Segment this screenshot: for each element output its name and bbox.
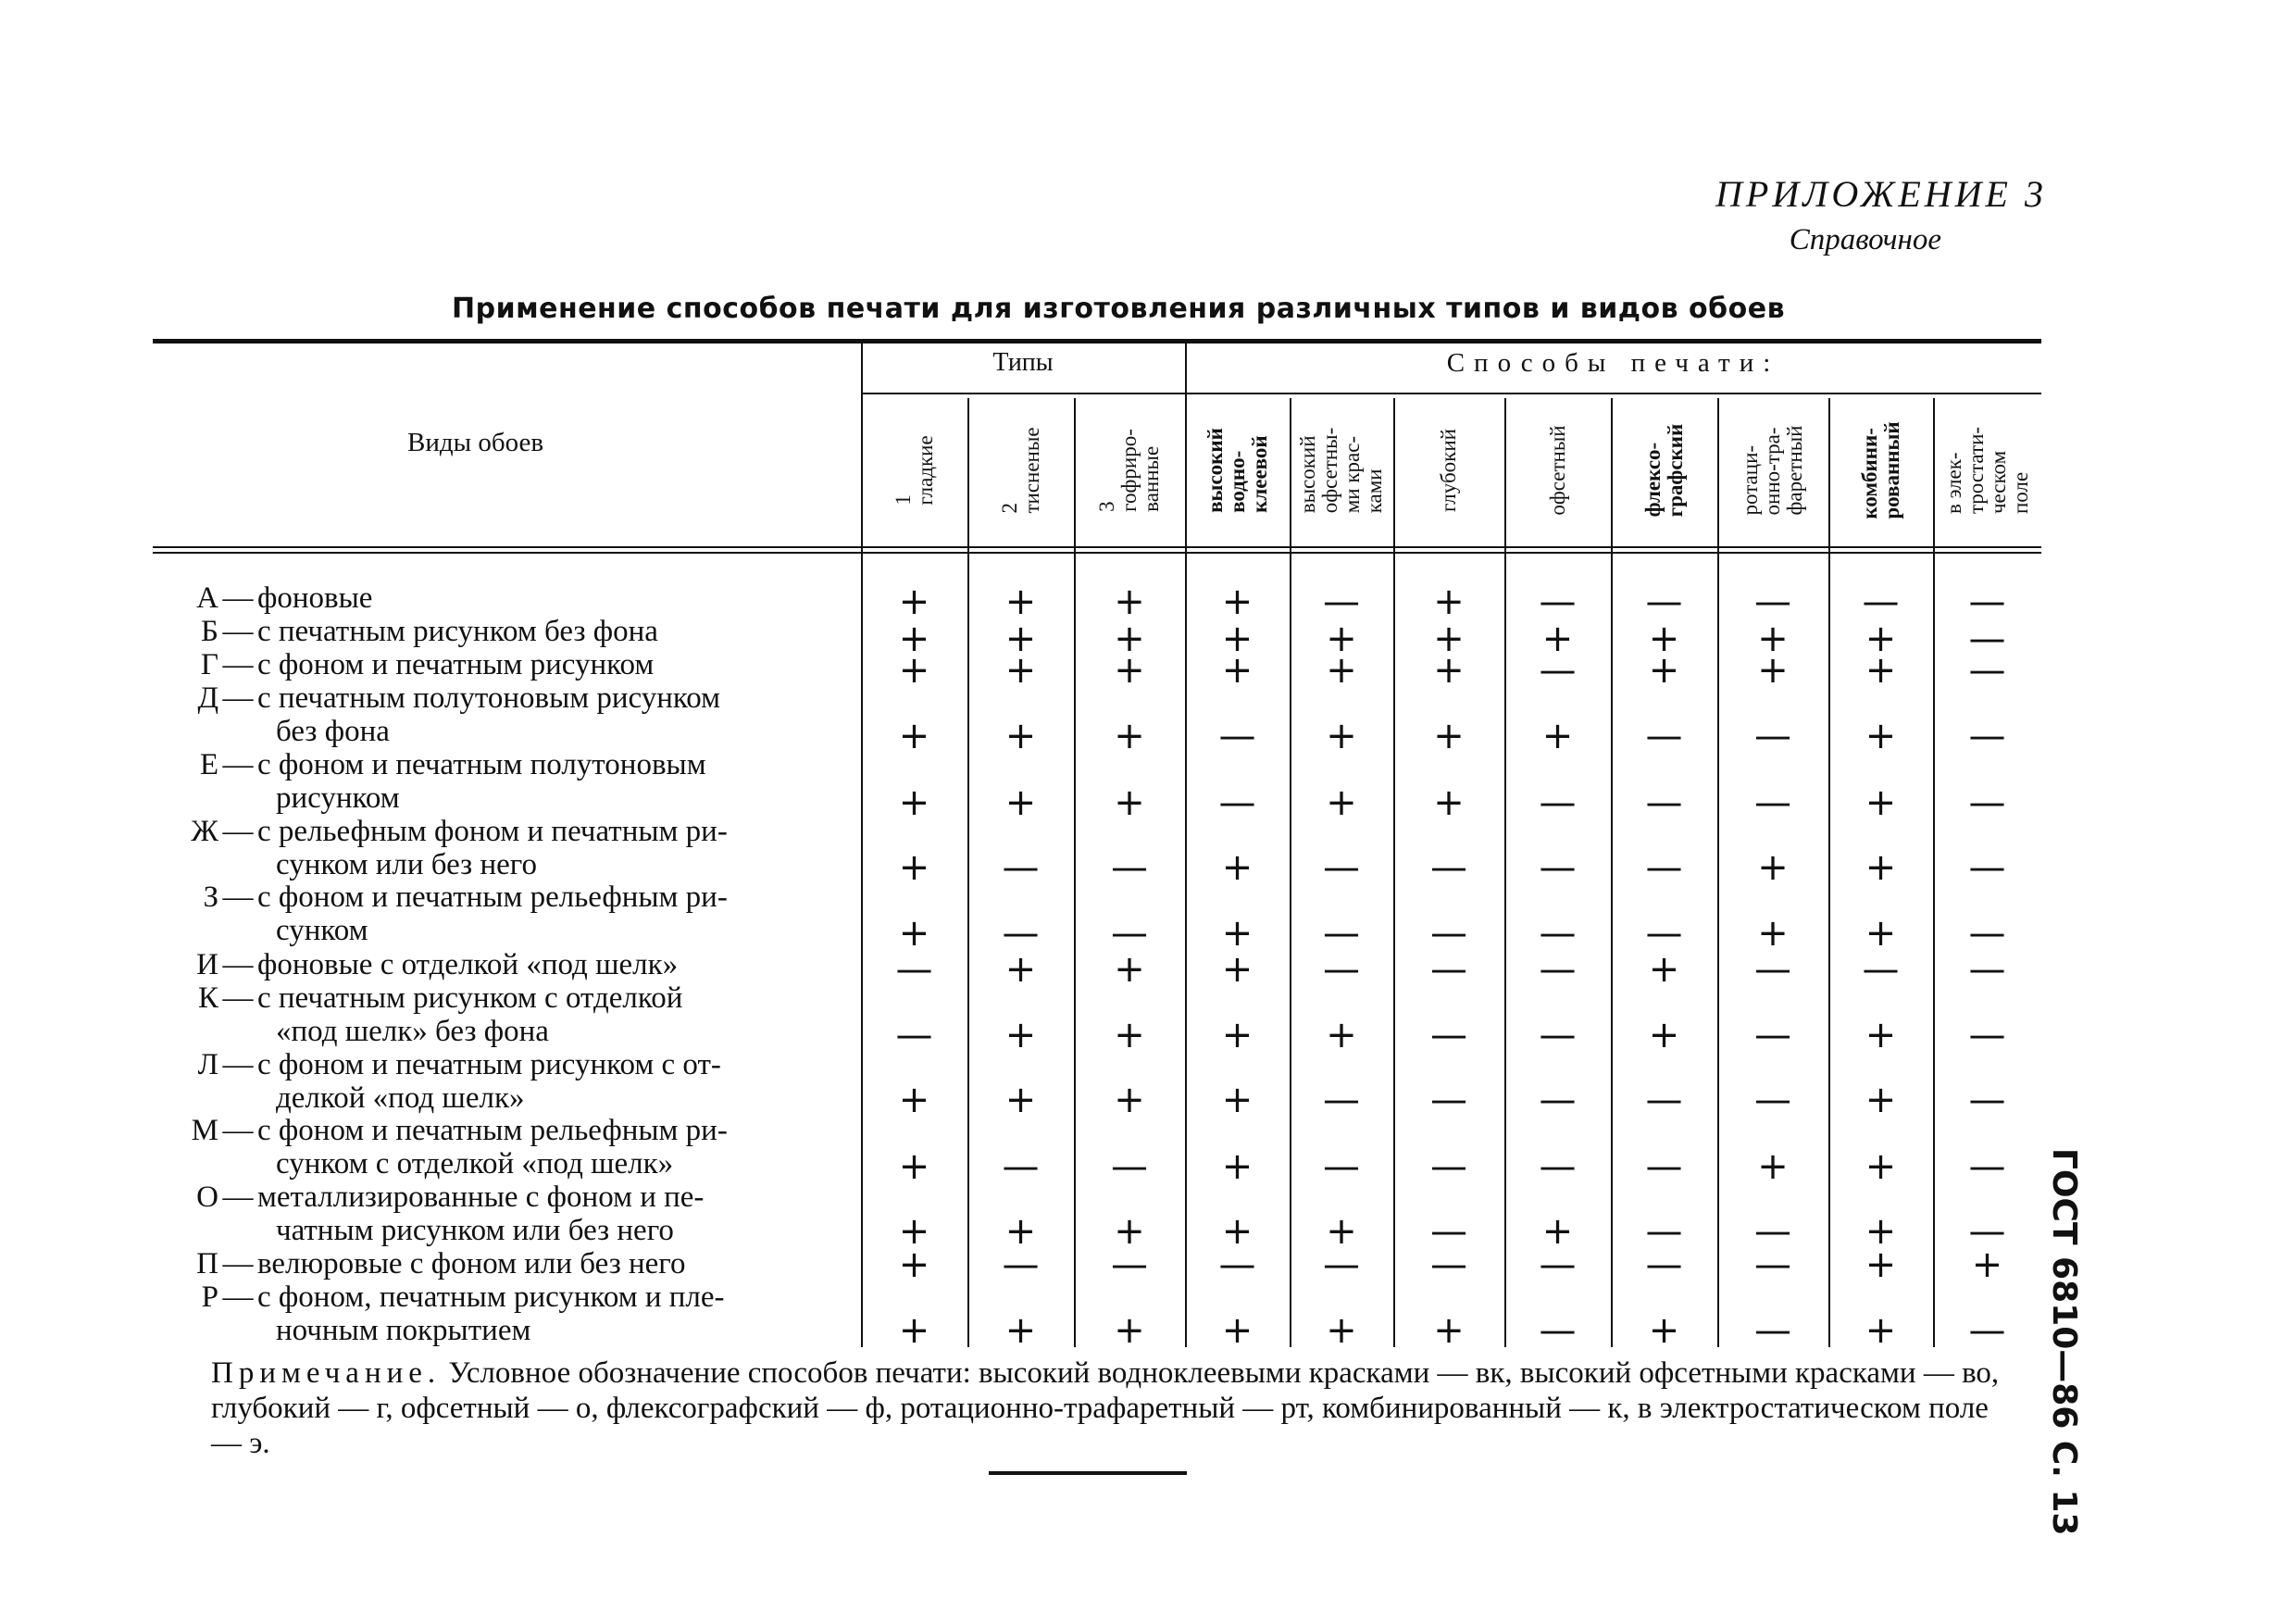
row-letter: А (196, 581, 218, 615)
mark-dash: — (1539, 649, 1577, 692)
mark-plus: + (1004, 1014, 1037, 1056)
mark-plus: + (1865, 1145, 1897, 1188)
mark-plus: + (1326, 618, 1357, 660)
mark-dash: — (1754, 1243, 1791, 1286)
mark-plus: + (1541, 1210, 1574, 1253)
mark-dash: — (1968, 1079, 2006, 1121)
mark-plus: + (1433, 715, 1465, 757)
mark-dash: — (1002, 1243, 1040, 1286)
mark-dash: — (1539, 1243, 1577, 1286)
row-text-continued: без фона (276, 715, 390, 748)
mark-dash: — (1968, 649, 2006, 692)
mark-dash: — (1002, 846, 1040, 889)
row-label (167, 881, 842, 947)
mark-plus: + (1114, 649, 1145, 692)
mark-dash: — (1323, 581, 1360, 623)
mark-plus: + (1004, 618, 1037, 660)
column-header-text: 2 тисненые (997, 427, 1043, 514)
mark-dash: — (1430, 1210, 1467, 1253)
row-dash: — (222, 1280, 254, 1314)
mark-dash: — (1539, 912, 1577, 955)
row-text: металлизированные с фоном и пе- (257, 1181, 705, 1214)
mark-plus: + (1865, 912, 1897, 955)
mark-plus: + (1433, 581, 1465, 623)
mark-plus: + (1865, 1014, 1897, 1056)
mark-plus: + (1114, 1309, 1145, 1352)
mark-plus: + (898, 618, 930, 660)
mark-dash: — (1645, 1145, 1683, 1188)
mark-plus: + (1648, 948, 1680, 991)
mark-plus: + (898, 781, 930, 824)
mark-plus: + (1865, 715, 1897, 757)
mark-dash: — (1430, 1014, 1467, 1056)
row-text-continued: сунком с отделкой «под шелк» (276, 1147, 674, 1181)
row-label (167, 748, 842, 815)
mark-plus: + (1114, 618, 1145, 660)
table-note (211, 1355, 2026, 1461)
mark-dash: — (1218, 781, 1256, 824)
mark-dash: — (1323, 1145, 1360, 1188)
mark-plus: + (1114, 948, 1145, 991)
mark-dash: — (1002, 912, 1040, 955)
column-header (967, 398, 1074, 543)
mark-plus: + (1648, 1014, 1680, 1056)
row-text: велюровые с фоном или без него (257, 1247, 686, 1280)
header-kinds: Виды обоев (407, 428, 544, 457)
row-dash: — (222, 581, 254, 615)
mark-dash: — (1111, 912, 1148, 955)
mark-plus: + (1757, 618, 1789, 660)
mark-plus: + (1648, 1309, 1680, 1352)
mark-dash: — (1218, 1243, 1256, 1286)
row-label (167, 981, 842, 1048)
mark-plus: + (1004, 715, 1037, 757)
column-header (1290, 398, 1393, 543)
mark-plus: + (1541, 618, 1574, 660)
row-dash: — (222, 615, 254, 648)
mark-dash: — (1645, 1243, 1683, 1286)
row-letter: З (203, 881, 218, 914)
mark-dash: — (1968, 912, 2006, 955)
row-text: фоновые (257, 581, 373, 615)
mark-dash: — (1430, 1243, 1467, 1286)
row-letter: П (196, 1247, 218, 1280)
mark-dash: — (1645, 1210, 1683, 1253)
mark-plus: + (1221, 581, 1254, 623)
mark-plus: + (1004, 948, 1037, 991)
row-dash: — (222, 681, 254, 715)
mark-dash: — (1645, 912, 1683, 955)
appendix-sublabel: Справочное (1789, 223, 1941, 256)
mark-dash: — (1323, 1079, 1360, 1121)
mark-plus: + (1221, 1145, 1254, 1188)
mark-plus: + (1865, 649, 1897, 692)
column-header-text: флексо- графский (1640, 423, 1687, 518)
mark-dash: — (1645, 846, 1683, 889)
mark-dash: — (1111, 846, 1148, 889)
row-label (167, 1181, 842, 1247)
row-letter: К (197, 981, 218, 1015)
header-sub-rule (861, 393, 2041, 394)
mark-plus: + (1221, 1079, 1254, 1121)
mark-plus: + (1004, 649, 1037, 692)
mark-dash: — (1645, 715, 1683, 757)
row-text-continued: рисунком (276, 781, 400, 815)
mark-plus: + (898, 1079, 930, 1121)
mark-plus: + (898, 1145, 930, 1188)
mark-plus: + (1326, 1014, 1357, 1056)
row-text: с печатным полутоновым рисунком (257, 681, 721, 715)
row-letter: Р (201, 1280, 218, 1314)
mark-plus: + (1221, 1210, 1254, 1253)
mark-dash: — (1754, 1079, 1791, 1121)
mark-plus: + (1221, 1309, 1254, 1352)
row-letter: Б (201, 615, 218, 648)
mark-dash: — (1862, 581, 1900, 623)
mark-plus: + (1004, 1309, 1037, 1352)
header-types: Типы (992, 348, 1054, 377)
row-text-continued: сунком (276, 914, 368, 947)
table-top-rule (153, 339, 2041, 344)
mark-dash: — (1430, 846, 1467, 889)
column-header-text: 1 гладкие (891, 435, 937, 506)
column-header (1185, 398, 1290, 543)
row-label (167, 1247, 842, 1280)
mark-plus: + (1971, 1243, 2003, 1286)
mark-plus: + (1433, 618, 1465, 660)
mark-dash: — (1218, 715, 1256, 757)
mark-dash: — (1968, 1210, 2006, 1253)
column-header-text: в элек- тростати- ческом поле (1941, 426, 2032, 515)
mark-dash: — (1754, 581, 1791, 623)
row-text-continued: чатным рисунком или без него (276, 1214, 674, 1247)
mark-dash: — (1539, 781, 1577, 824)
mark-plus: + (1865, 846, 1897, 889)
row-dash: — (222, 1048, 254, 1081)
mark-plus: + (1648, 649, 1680, 692)
mark-dash: — (1754, 1210, 1791, 1253)
mark-plus: + (1865, 1210, 1897, 1253)
mark-dash: — (1754, 1014, 1791, 1056)
mark-dash: — (1645, 1079, 1683, 1121)
row-text: фоновые с отделкой «под шелк» (257, 948, 679, 981)
mark-dash: — (1323, 846, 1360, 889)
row-label (167, 648, 842, 681)
mark-dash: — (1323, 912, 1360, 955)
row-text: с фоном, печатным рисунком и пле- (257, 1280, 725, 1314)
column-header-text: 3 гофриро- ванные (1095, 429, 1163, 512)
mark-plus: + (1004, 781, 1037, 824)
mark-plus: + (898, 846, 930, 889)
mark-plus: + (1114, 581, 1145, 623)
mark-plus: + (1326, 1210, 1357, 1253)
mark-dash: — (895, 1014, 933, 1056)
mark-dash: — (1430, 948, 1467, 991)
row-dash: — (222, 648, 254, 681)
mark-plus: + (1648, 618, 1680, 660)
mark-dash: — (1539, 846, 1577, 889)
mark-dash: — (1968, 1145, 2006, 1188)
column-header-text: комбини- рованный (1857, 421, 1903, 519)
row-dash: — (222, 748, 254, 781)
mark-plus: + (1865, 1309, 1897, 1352)
mark-dash: — (1968, 581, 2006, 623)
mark-plus: + (1326, 715, 1357, 757)
row-text: с фоном и печатным рельефным ри- (257, 1114, 728, 1147)
column-header-text: высокий офсетны- ми крас- ками (1296, 427, 1386, 514)
row-label (167, 581, 842, 615)
mark-dash: — (1430, 1079, 1467, 1121)
column-header (1717, 398, 1828, 543)
row-label (167, 815, 842, 881)
note-lead: Примечание. (211, 1356, 442, 1390)
column-header (1393, 398, 1504, 543)
mark-dash: — (1754, 781, 1791, 824)
page-side-label: ГОСТ 6810—86 С. 13 (2045, 1148, 2083, 1536)
mark-plus: + (1433, 1309, 1465, 1352)
mark-dash: — (1323, 948, 1360, 991)
row-text-continued: сунком или без него (276, 848, 537, 881)
row-dash: — (222, 1181, 254, 1214)
row-text-continued: делкой «под шелк» (276, 1081, 525, 1115)
mark-dash: — (1539, 1309, 1577, 1352)
mark-plus: + (1221, 846, 1254, 889)
row-letter: Д (197, 681, 218, 715)
column-header (1933, 398, 2041, 543)
mark-plus: + (1221, 649, 1254, 692)
row-text: с фоном и печатным полутоновым (257, 748, 706, 781)
mark-dash: — (1968, 715, 2006, 757)
mark-plus: + (1757, 846, 1789, 889)
mark-dash: — (1968, 1309, 2006, 1352)
mark-dash: — (1968, 1014, 2006, 1056)
mark-dash: — (895, 948, 933, 991)
mark-dash: — (1754, 715, 1791, 757)
mark-dash: — (1968, 846, 2006, 889)
mark-dash: — (1002, 1145, 1040, 1188)
mark-plus: + (1326, 1309, 1357, 1352)
mark-plus: + (1865, 1079, 1897, 1121)
mark-plus: + (1221, 1014, 1254, 1056)
note-end-rule (989, 1471, 1187, 1475)
column-header-text: высокий водно- клеевой (1203, 428, 1271, 513)
mark-plus: + (1221, 912, 1254, 955)
mark-plus: + (1757, 649, 1789, 692)
row-text: с печатным рисунком без фона (257, 615, 658, 648)
header-methods: Способы печати: (1446, 348, 1780, 378)
mark-dash: — (1539, 948, 1577, 991)
mark-plus: + (898, 912, 930, 955)
header-bottom-rule-2 (153, 552, 2041, 554)
mark-plus: + (898, 1243, 930, 1286)
row-text: с фоном и печатным рельефным ри- (257, 881, 728, 914)
mark-plus: + (1004, 1210, 1037, 1253)
row-dash: — (222, 1114, 254, 1147)
mark-dash: — (1645, 781, 1683, 824)
mark-dash: — (1539, 1014, 1577, 1056)
appendix-label: ПРИЛОЖЕНИЕ 3 (1715, 173, 2047, 215)
column-header (1074, 398, 1185, 543)
row-dash: — (222, 881, 254, 914)
mark-dash: — (1430, 1145, 1467, 1188)
table-title: Применение способов печати для изготовления различных типов и видов обоев (452, 293, 1786, 325)
mark-plus: + (898, 1309, 930, 1352)
mark-plus: + (898, 715, 930, 757)
mark-plus: + (1114, 1014, 1145, 1056)
mark-plus: + (1757, 1145, 1789, 1188)
row-label (167, 948, 842, 981)
row-text: с фоном и печатным рисунком (257, 648, 655, 681)
column-header-text: ротаци- онно-тра- фаретный (1739, 425, 1806, 516)
column-header (861, 398, 967, 543)
mark-dash: — (1968, 618, 2006, 660)
row-label (167, 1280, 842, 1347)
mark-plus: + (1433, 649, 1465, 692)
row-letter: М (191, 1114, 218, 1147)
mark-dash: — (1968, 948, 2006, 991)
column-header (1828, 398, 1933, 543)
row-text-continued: ночным покрытием (276, 1314, 531, 1347)
row-letter: Е (199, 748, 218, 781)
row-text-continued: «под шелк» без фона (276, 1015, 549, 1048)
mark-dash: — (1111, 1243, 1148, 1286)
mark-dash: — (1645, 581, 1683, 623)
mark-plus: + (1326, 649, 1357, 692)
appendix-header (1715, 172, 2047, 257)
column-header (1611, 398, 1717, 543)
mark-plus: + (1004, 1079, 1037, 1121)
mark-dash: — (1754, 1309, 1791, 1352)
mark-plus: + (1004, 581, 1037, 623)
row-text: с фоном и печатным рисунком с от- (257, 1048, 721, 1081)
row-dash: — (222, 981, 254, 1015)
header-bottom-rule (153, 546, 2041, 548)
mark-plus: + (1221, 948, 1254, 991)
mark-plus: + (1433, 781, 1465, 824)
mark-dash: — (1539, 1079, 1577, 1121)
column-header (1504, 398, 1611, 543)
mark-dash: — (1430, 912, 1467, 955)
mark-plus: + (1865, 781, 1897, 824)
mark-plus: + (1757, 912, 1789, 955)
mark-plus: + (1865, 1243, 1897, 1286)
column-header-text: офсетный (1545, 425, 1569, 516)
row-dash: — (222, 815, 254, 848)
mark-plus: + (1865, 618, 1897, 660)
mark-dash: — (1539, 581, 1577, 623)
column-header-text: глубокий (1437, 429, 1460, 512)
mark-plus: + (1114, 1210, 1145, 1253)
note-text: Условное обозначение способов печати: высокий водноклеевыми красками — вк, высокий офсетными красками — во, глубокий — г, офсетный — о, флексографский — ф, ротационно-трафаретный — рт, комбинированный — к, в электростатическом поле — э. (211, 1356, 2000, 1460)
mark-plus: + (898, 649, 930, 692)
row-letter: Г (200, 648, 218, 681)
mark-dash: — (1539, 1145, 1577, 1188)
mark-plus: + (1114, 715, 1145, 757)
mark-plus: + (1221, 618, 1254, 660)
row-dash: — (222, 1247, 254, 1280)
row-letter: Л (197, 1048, 218, 1081)
mark-dash: — (1862, 948, 1900, 991)
mark-plus: + (898, 1210, 930, 1253)
mark-dash: — (1111, 1145, 1148, 1188)
row-letter: О (196, 1181, 218, 1214)
row-label (167, 681, 842, 748)
mark-plus: + (1541, 715, 1574, 757)
mark-plus: + (1326, 781, 1357, 824)
mark-plus: + (1114, 781, 1145, 824)
row-dash: — (222, 948, 254, 981)
mark-plus: + (898, 581, 930, 623)
row-label (167, 1114, 842, 1181)
row-letter: Ж (191, 815, 218, 848)
mark-plus: + (1114, 1079, 1145, 1121)
row-label (167, 615, 842, 648)
row-text: с печатным рисунком с отделкой (257, 981, 683, 1015)
mark-dash: — (1968, 781, 2006, 824)
row-text: с рельефным фоном и печатным ри- (257, 815, 728, 848)
row-label (167, 1048, 842, 1115)
mark-dash: — (1323, 1243, 1360, 1286)
mark-dash: — (1754, 948, 1791, 991)
row-letter: И (196, 948, 218, 981)
